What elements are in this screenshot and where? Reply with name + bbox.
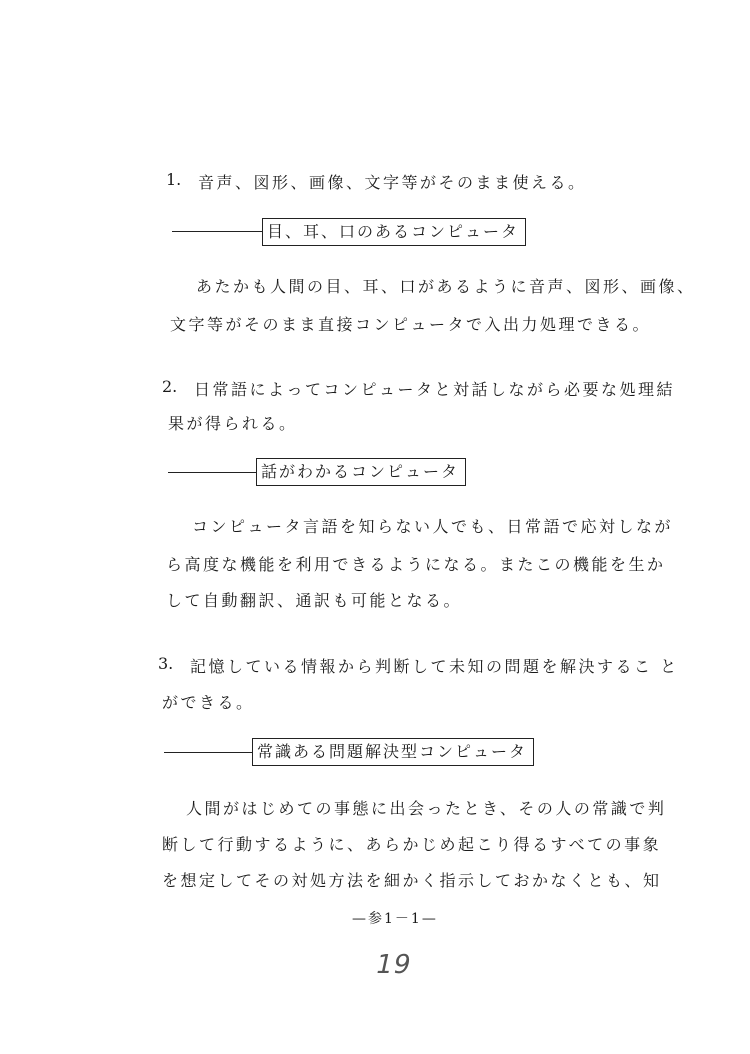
section-2-body-line-3: して自動翻訳、通訳も可能となる。 [166,591,463,610]
section-3-body-line-2: 断して行動するように、あらかじめ起こり得るすべての事象 [162,835,662,854]
section-2-number: 2. [162,377,178,396]
section-2-statement-line-2: 果が得られる。 [168,414,298,433]
section-3-label-box: 常識ある問題解決型コンピュータ [252,738,534,766]
section-1-statement-line-1: 音声、図形、画像、文字等がそのまま使える。 [198,173,587,192]
section-3-statement-line-1: 記憶している情報から判断して未知の問題を解決するこ と [190,657,679,676]
section-1-connector-rule [172,231,262,232]
section-2-connector-rule [168,472,256,473]
section-3-body-line-1: 人間がはじめての事態に出会ったとき、その人の常識で判 [186,799,667,818]
section-2-body-line-2: ら高度な機能を利用できるようになる。またこの機能を生か [166,555,666,574]
section-2-statement-line-1: 日常語によってコンピュータと対話しながら必要な処理結 [194,380,676,399]
section-1-number: 1. [166,170,182,189]
section-1-body-line-2: 文字等がそのまま直接コンピュータで入出力処理できる。 [170,315,652,334]
section-2-body-line-1: コンピュータ言語を知らない人でも、日常語で応対しなが [192,517,674,536]
page-footer: —参1－1— [352,911,438,927]
section-1-body-line-1: あたかも人間の目、耳、口があるように音声、図形、画像、 [196,277,696,296]
section-3-statement-line-2: ができる。 [162,693,255,712]
handwritten-page-number: 19 [372,950,415,980]
section-3-connector-rule [164,752,252,753]
section-1-label-box: 目、耳、口のあるコンピュータ [262,218,526,246]
section-2-label-box: 話がわかるコンピュータ [256,458,466,486]
section-3-body-line-3: を想定してその対処方法を細かく指示しておかなくとも、知 [162,871,662,890]
section-3-number: 3. [158,654,174,673]
